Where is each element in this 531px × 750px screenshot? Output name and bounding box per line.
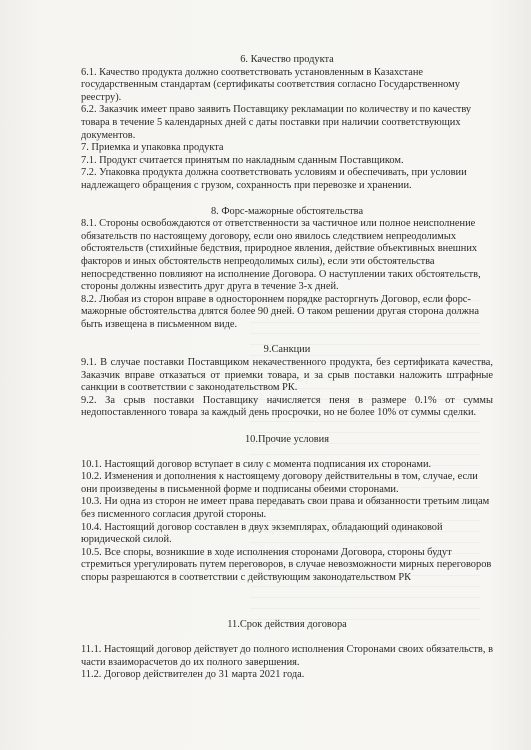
section-6-heading: 6. Качество продукта — [240, 54, 334, 65]
clause-10-1: 10.1. Настоящий договор вступает в силу с момента подписания их сторонами. — [81, 458, 432, 470]
clause-10-3: 10.3. Ни одна из сторон не имеет права передавать свои права и обязанности третьим лицам без писменного согласия другой стороны. — [81, 496, 490, 520]
clause-9-1: 9.1. В случае поставки Поставщиком некачественного продукта, без сертификата качества, Заказчик вправе отказаться от приемки товара, и за срыв поставки наложить штрафные санкции в соответствии с законодательством РК. — [81, 357, 493, 394]
clause-10-4: 10.4. Настоящий договор составлен в двух экземплярах, обладающий одинаковой юридической силой. — [81, 521, 443, 546]
clause-7-1: 7.1. Продукт считается принятым по накладным сданным Поставщиком. — [81, 154, 404, 166]
section-11-heading: 11.Срок действия договора — [227, 618, 347, 630]
clause-8-2: 8.2. Любая из сторон вправе в одностороннем порядке расторгнуть Договор, если форс-мажорные обстоятельства длятся более 90 дней. О таком решении другая сторона должна быть извещена в письменном виде. — [81, 293, 479, 330]
clause-10-5: 10.5. Все споры, возникшие в ходе исполнения сторонами Договора, стороны будут стремиться урегулировать путем переговоров, в случае невозможности мирных переговоров споры разрешаются в соответствии с действующим законодательством РК — [81, 546, 492, 583]
clause-10-2: 10.2. Изменения и дополнения к настоящему договору действительны в том, случае, если они произведены в письменной форме и подписаны обеими сторонами. — [81, 471, 478, 495]
clause-6-1: 6.1. Качество продукта должно соответствовать установленным в Казахстане государственным стандартам (сертификаты соответствия согласно Государственному реестру). — [81, 66, 460, 103]
clause-7-2: 7.2. Упаковка продукта должна соответствовать условиям и обеспечивать, при условии надлежащего обращения с грузом, сохранность при перевозке и хранении. — [81, 167, 467, 191]
section-8-heading: 8. Форс-мажорные обстоятельства — [210, 205, 364, 217]
clause-11-1: 11.1. Настоящий договор действует до полного исполнения Сторонами своих обязательств, в части взаиморасчетов до их полного завершения. — [81, 644, 493, 668]
section-10-heading: 10.Прочие условия — [244, 434, 330, 446]
clause-6-2: 6.2. Заказчик имеет право заявить Поставщику рекламации по количеству и по качеству товара в течение 5 календарных дней с даты поставки при наличии соответствующих документов. — [81, 104, 472, 141]
clause-9-2: 9.2. За срыв поставки Поставщику начисляется пеня в размере 0.1% от суммы недопоставленного товара за каждый день просрочки, но не более 10% от суммы сделки. — [81, 394, 493, 419]
clause-8-1: 8.1. Стороны освобождаются от ответственности за частичное или полное неисполнение обязательств по настоящему договору, если оно явилось следствием непреодолимых обстоятельств (стихийные бедствия, природное явления, действие объективных внешних факторов и иных обстоятельств непреодолимых силы), если эти обстоятельства непосредственно повлияют на исполнение Договора. О наступлении таких обстоятельств, стороны должны известить друг друга в течение 3-х дней. — [81, 218, 481, 293]
contract-text — [81, 54, 493, 682]
clause-11-2: 11.2. Договор действителен до 31 марта 2021 года. — [81, 669, 305, 681]
section-9-heading: 9.Санкции — [263, 344, 311, 356]
section-7-heading: 7. Приемка и упаковка продукта — [81, 142, 224, 154]
